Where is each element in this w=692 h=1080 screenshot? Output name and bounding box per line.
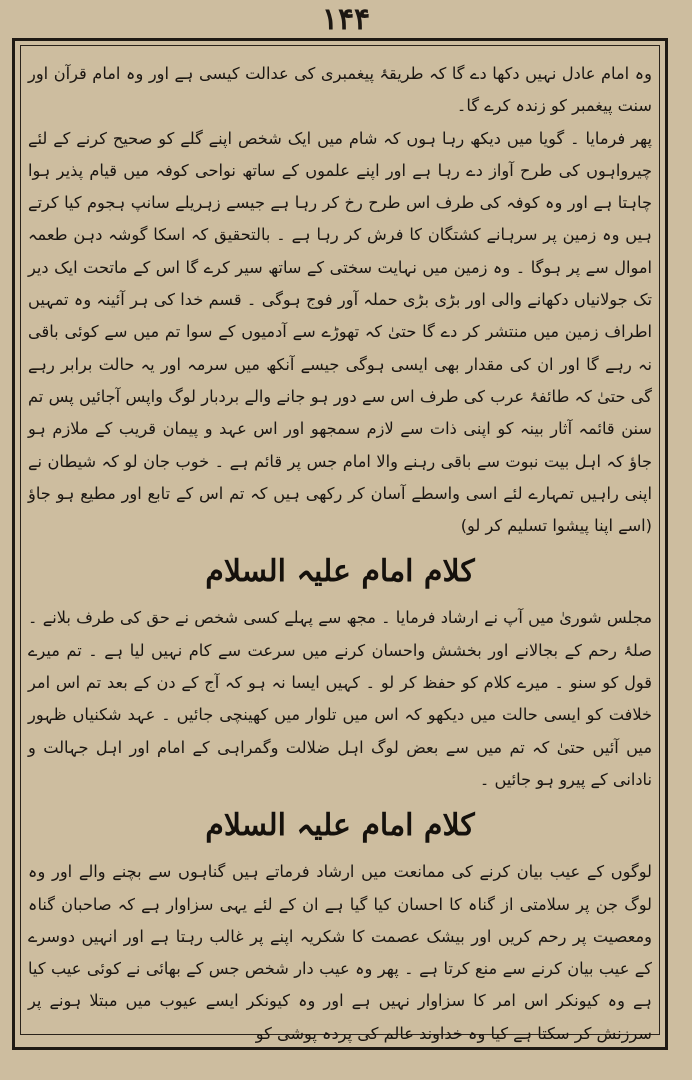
paragraph-1: وہ امام عادل نہیں دکھا دے گا کہ طریقۂ پیغمبری کی عدالت کیسی ہے اور وہ امام قرآن اور سنت پیغمبر کو زندہ کرے گا۔ — [28, 64, 652, 116]
section-heading-2: کلام امام علیہ السلام — [205, 808, 475, 844]
paragraph-3: مجلس شوریٰ میں آپ نے ارشاد فرمایا ۔ مجھ سے پہلے کسی شخص نے حق کی طرف بلانے ۔ صلۂ رحم کے بجالانے اور بخشش واحسان کرنے میں سرعت سے کام نہیں لیا ہے ۔ تم میرے قول کو سنو ۔ میرے کلام کو حفظ کر لو ۔ کہیں ایسا نہ ہو کہ آج کے دن کے بعد تم اس امر خلافت کو ایسی حالت میں دیکھو کہ اس میں تلوار میں کھینچی جائیں ۔ عہد شکنیاں ظہور میں آئیں حتیٰ کہ تم میں سے بعض لوگ اہل ضلالت وگمراہی کے امام اور اہل جہالت و نادانی کے پیرو ہو جائیں ۔ — [28, 608, 652, 789]
paragraph-4: لوگوں کے عیب بیان کرنے کی ممانعت میں ارشاد فرماتے ہیں گناہوں سے بچنے والے اور وہ لوگ جن پر سلامتی از گناہ کا احسان کیا گیا ہے ان کے لئے یہی سزاوار ہے کہ صاحبان گناہ ومعصیت پر رحم کریں اور بیشک عصمت کا شکریہ اپنے پر غالب رہتا ہے اور انہیں دوسرے کے عیب بیان کرنے سے منع کرتا ہے ۔ پھر وہ عیب دار شخص جس کے بھائی نے کوئی عیب کیا ہے وہ کیونکر اس امر کا سزاوار نہیں ہے اور وہ کیونکر ایسے عیوب میں مبتلا ہونے پر سرزنش کر سکتا ہے کیا وہ خداوند عالم کی پردہ پوشی کو — [28, 862, 652, 1043]
section-heading-1: کلام امام علیہ السلام — [205, 554, 475, 590]
paragraph-2: پھر فرمایا ۔ گویا میں دیکھ رہا ہوں کہ شام میں ایک شخص اپنے گلے کو صحیح کرنے کے لئے چیرواہوں کی طرح آواز دے رہا ہے اور اپنے علموں کے ساتھ نواحی کوفہ میں قیام پذیر ہوا چاہتا ہے اور وہ کوفہ کی طرف اس طرح رخ کر رہا ہے جیسے زہریلے سانپ ہجوم کیا کرتے ہیں وہ زمین پر سرہانے کشتگان کا فرش کر رہا ہے ۔ بالتحقیق کہ اسکا گوشہ دہن طعمہ اموال سے پر ہوگا ۔ وہ زمین میں نہایت سختی کے ساتھ سیر کرے گا اس کے ماتحت ایک دیر تک جولانیاں دکھانے والی اور بڑی بڑی حملہ آور فوج ہوگی ۔ قسم خدا کی ہر آئینہ وہ تمہیں اطراف زمین میں منتشر کر دے گا حتیٰ کہ تھوڑے سے آدمیوں کے سوا تم میں سے کوئی باقی نہ رہے گا اور ان کی مقدار بھی ایسی ہوگی جیسے آنکھ میں سرمہ اور یہ حالت برابر رہے گی حتیٰ کہ طائفۂ عرب کی طرف اس سے دور ہو جانے والے بردبار لوگ واپس آجائیں پس تم سنن قائمہ آثار بینہ کو اپنی ذات سے لازم سمجھو اور اس عہد و پیمان قریب کے ملازم ہو جاؤ کہ اہل بیت نبوت سے باقی رہنے والا امام جس پر قائم ہے ۔ خوب جان لو کہ شیطان نے اپنی راہیں تمہارے لئے اسی واسطے آسان کر رکھی ہیں کہ تم اس کے تابع اور مطیع ہو جاؤ (اسے اپنا پیشوا تسلیم کر لو) — [28, 128, 652, 536]
page-number: ۱۴۴ — [321, 2, 371, 37]
page-body — [28, 58, 652, 1043]
